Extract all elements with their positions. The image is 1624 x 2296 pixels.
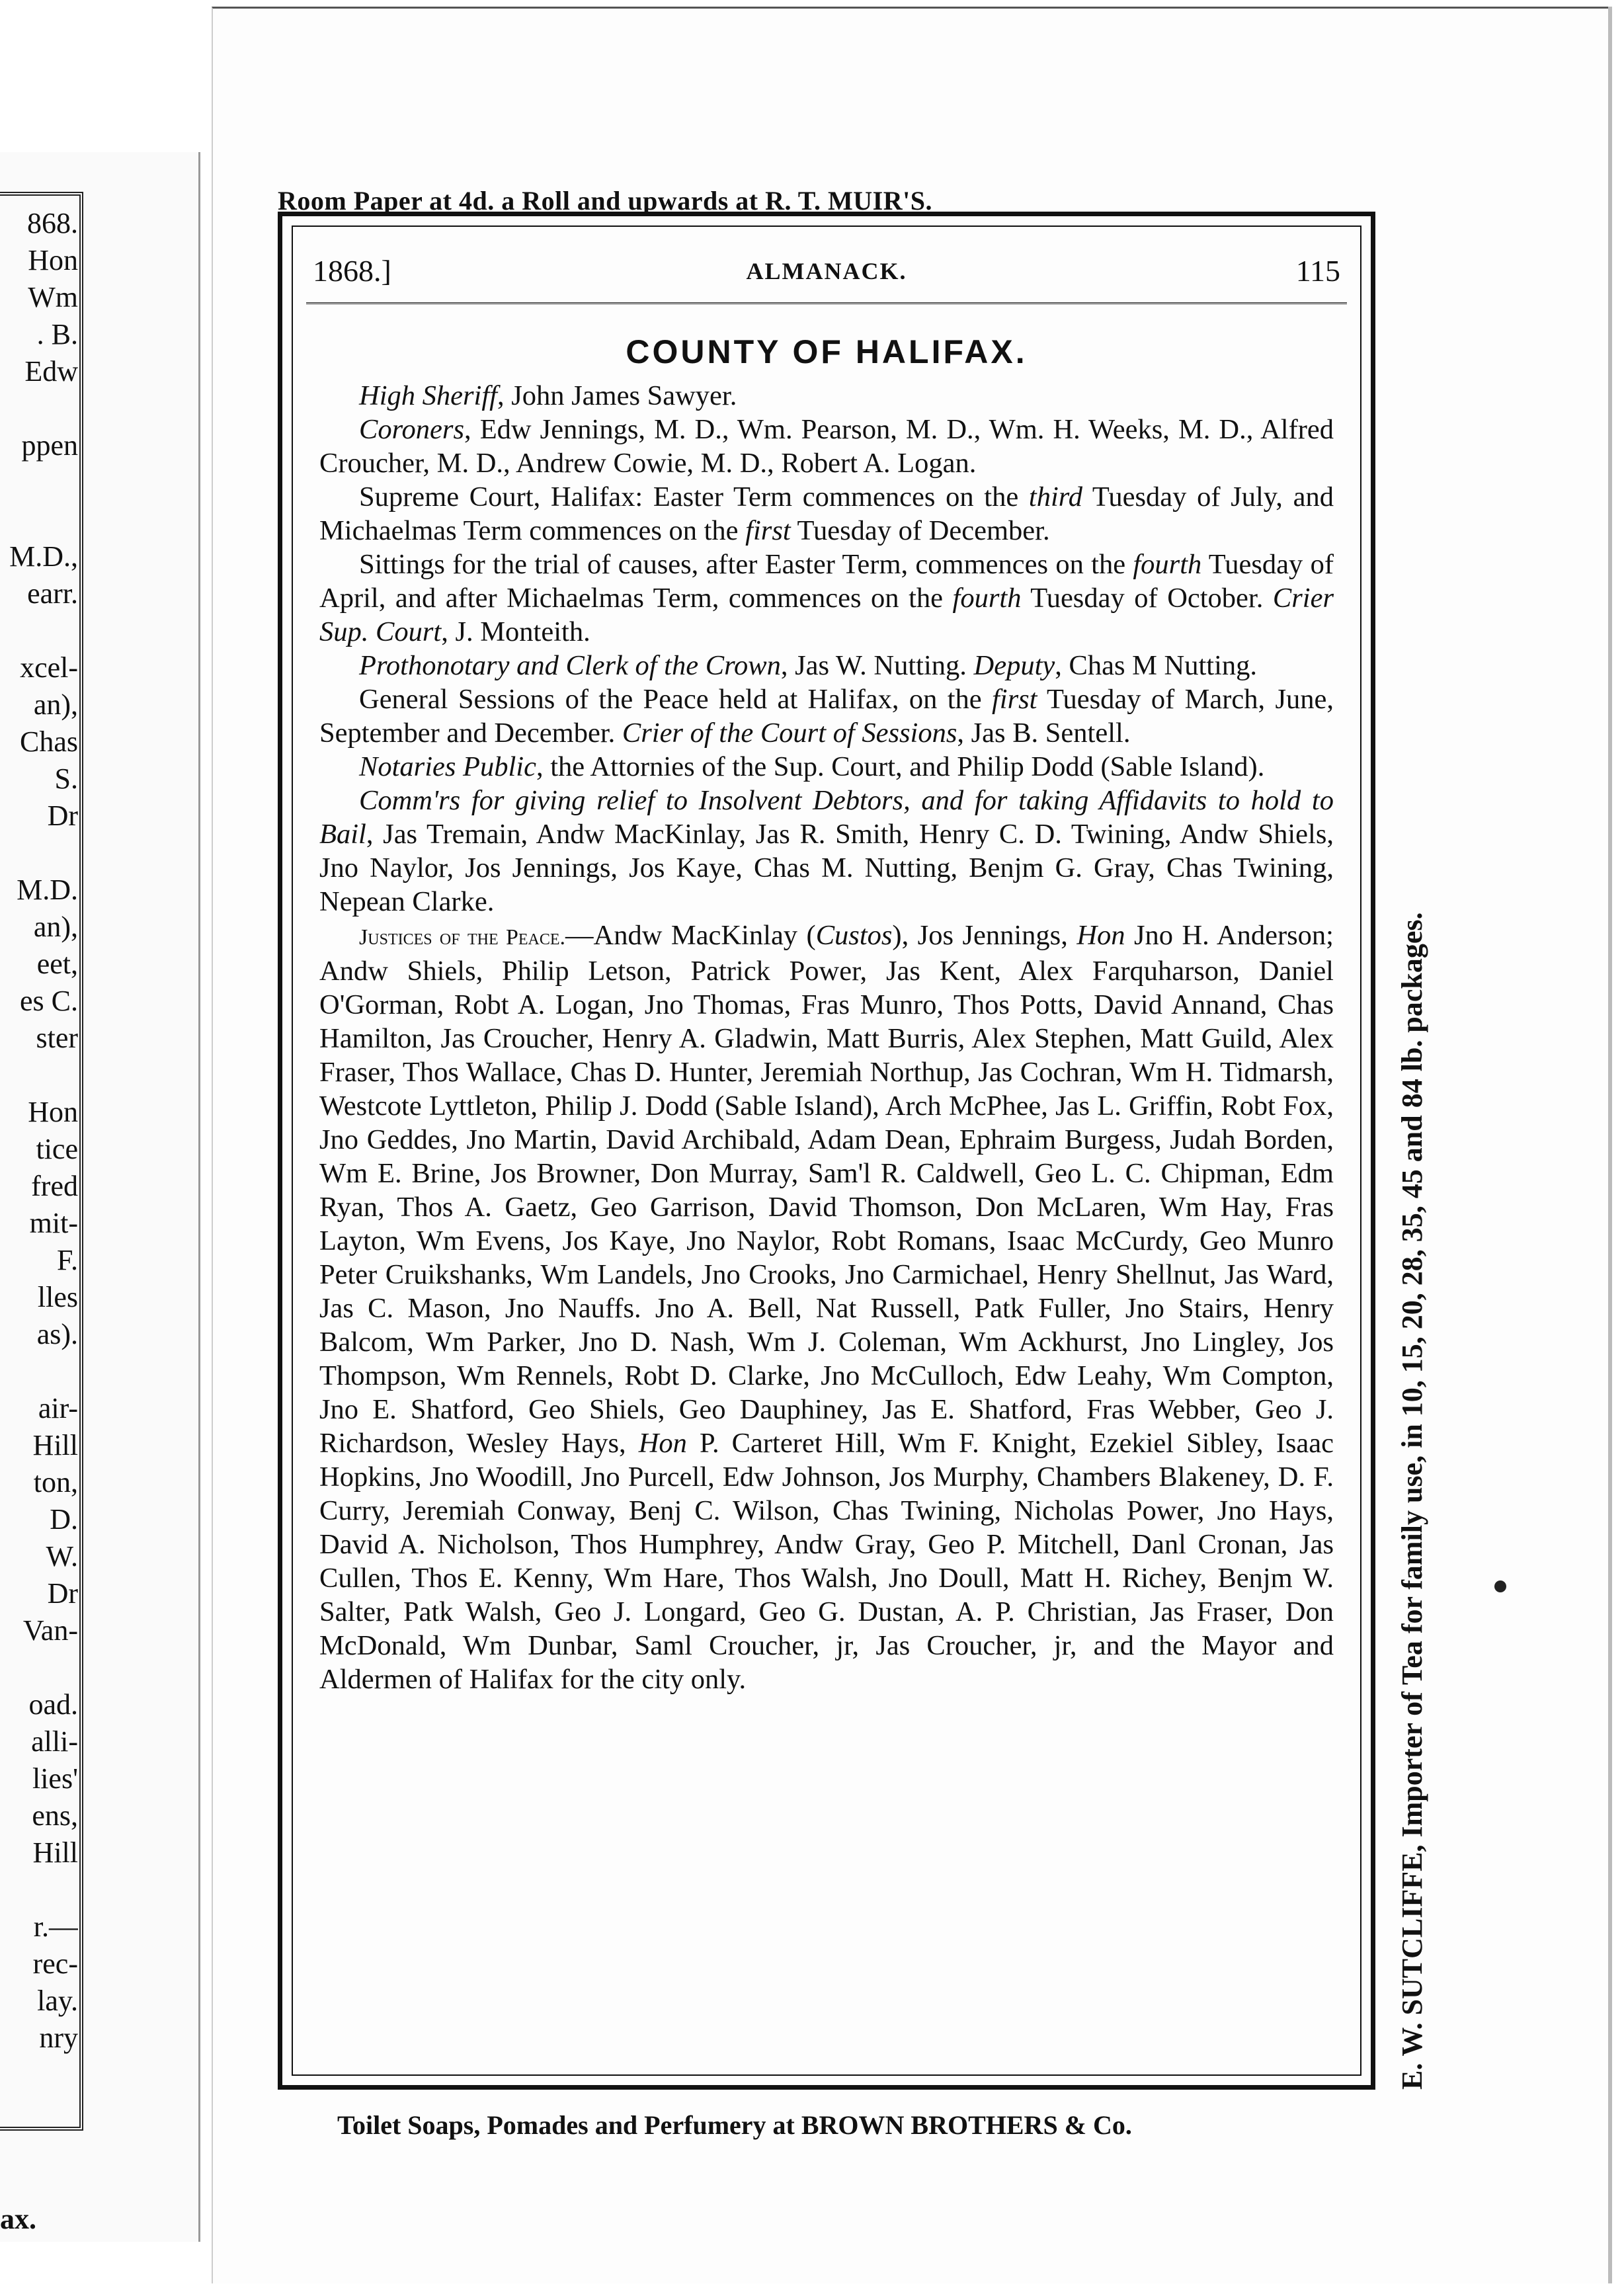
left-page-line: ton,: [33, 1466, 78, 1498]
left-page-line: xcel-: [20, 651, 78, 684]
text-supreme-d: first: [745, 515, 791, 546]
left-page-line: es C.: [20, 985, 78, 1017]
text-sessions-a: General Sessions of the Peace held at Halifax, on the: [359, 684, 992, 715]
text-commrs-a: Comm'rs for giving relief to Insolvent Debtors, and for taking Affidavits to hold to Bail: [319, 785, 1334, 850]
text-sittings-d: fourth: [952, 583, 1022, 614]
text-justices-e: Hon: [1076, 920, 1125, 951]
text-sittings-a: Sittings for the trial of causes, after Easter Term, commences on the: [359, 549, 1133, 580]
page-number: 115: [1295, 254, 1340, 288]
left-page-line: as).: [36, 1318, 78, 1350]
left-page-line: [0, 390, 78, 427]
label-sheriff: High Sheriff: [359, 380, 497, 411]
left-page-line: lies': [32, 1762, 78, 1795]
left-page-line: mit-: [29, 1207, 78, 1239]
body-text: [319, 379, 1334, 1696]
left-page-line: . B.: [36, 318, 78, 350]
text-proth-a: Prothonotary and Clerk of the Crown: [359, 650, 781, 681]
left-page-line: ens,: [32, 1799, 78, 1832]
left-page-line: r.—: [33, 1910, 78, 1943]
paragraph-justices: [319, 919, 1334, 1696]
text-justices-c: Custos: [815, 920, 893, 951]
left-page-line: [0, 1871, 78, 1908]
paragraph-coroners: [319, 413, 1334, 480]
text-justices-b: —Andw MacKinlay (: [565, 920, 816, 951]
left-page-line: tice: [36, 1133, 78, 1165]
text-sittings-c: Tuesday of April, and after Michaelmas Term, commences on the: [319, 549, 1334, 614]
left-page-line: an),: [33, 911, 78, 943]
text-notaries-b: , the Attornies of the Sup. Court, and Philip Dodd (Sable Island).: [536, 751, 1265, 782]
left-page-line: 868.: [27, 207, 78, 239]
left-page-line: F.: [57, 1244, 78, 1276]
text-proth-c: Deputy: [973, 650, 1055, 681]
left-page-line: Hon: [28, 1096, 78, 1128]
ink-dot: [1494, 1580, 1506, 1592]
left-page-line: M.D.: [17, 874, 78, 906]
left-page-line: earr.: [27, 577, 78, 610]
text-commrs-b: , Jas Tremain, Andw MacKinlay, Jas R. Smith, Henry C. D. Twining, Andw Shiels, Jno Naylor, Jos Jennings, Jos Kaye, Chas M. Nutting, Benjm G. Gray, Chas Twining, Nepean Clarke.: [319, 819, 1334, 917]
left-page-line: an),: [33, 688, 78, 721]
page-frame: [278, 212, 1375, 2090]
paragraph-sessions: [319, 682, 1334, 750]
paragraph-prothonotary: [319, 649, 1334, 682]
left-page-line: Hon: [28, 244, 78, 276]
text-supreme-e: Tuesday of December.: [790, 515, 1050, 546]
left-page-line: W.: [46, 1540, 78, 1573]
text-coroners: , Edw Jennings, M. D., Wm. Pearson, M. D., Wm. H. Weeks, M. D., Alfred Croucher, M. D., Andrew Cowie, M. D., Robert A. Logan.: [319, 414, 1334, 479]
text-justices-d: ), Jos Jennings,: [892, 920, 1077, 951]
left-page-line: [0, 464, 78, 501]
left-page-line: Edw: [24, 355, 78, 388]
left-page-line: M.D.,: [9, 540, 78, 573]
text-sessions-d: Crier of the Court of Sessions: [622, 718, 957, 749]
text-justices-h: P. Carteret Hill, Wm F. Knight, Ezekiel Sibley, Isaac Hopkins, Jno Woodill, Jno Purcell, Edw Johnson, Jos Murphy, Chambers Blakeney, D. F. Curry, Jeremiah Conway, Benj C. Wilson, Chas Twining, Nicholas Power, Jno Hays, David A. Nicholson, Thos Humphrey, Andw Gray, Geo P. Mitchell, Danl Cronan, Jas Cullen, Thos E. Kenny, Wm Hare, Thos Walsh, Jno Doull, Matt H. Richey, Benjm W. Salter, Patk Walsh, Geo J. Longard, Geo G. Dustan, A. P. Christian, Jas Fraser, Don McDonald, Wm Dunbar, Saml Croucher, jr, Jas Croucher, jr, and the Mayor and Aldermen of Halifax for the city only.: [319, 1428, 1334, 1695]
left-page-line: D.: [50, 1503, 78, 1536]
text-proth-b: , Jas W. Nutting.: [780, 650, 974, 681]
left-page-line: [0, 501, 78, 538]
left-page-line: oad.: [28, 1688, 78, 1721]
text-sittings-b: fourth: [1133, 549, 1202, 580]
left-page-text: [0, 205, 78, 2057]
left-page-line: Dr: [47, 1577, 78, 1610]
left-page-line: Dr: [47, 800, 78, 832]
left-page-line: ster: [36, 1022, 78, 1054]
text-notaries-a: Notaries Public: [359, 751, 536, 782]
side-advertisement: E. W. SUTCLIFFE, Importer of Tea for family use, in 10, 15, 20, 28, 35, 45 and 84 lb. packages.: [1396, 912, 1428, 2090]
left-page-fragment: [0, 152, 200, 2242]
paragraph-sittings: [319, 548, 1334, 649]
left-page-line: fred: [31, 1170, 78, 1202]
left-page-line: eet,: [36, 948, 78, 980]
left-page-line: nry: [39, 2022, 78, 2054]
left-page-footer: ax.: [0, 2203, 36, 2235]
running-header: [306, 253, 1347, 293]
text-proth-d: , Chas M Nutting.: [1055, 650, 1258, 681]
text-sheriff: , John James Sawyer.: [497, 380, 737, 411]
header-rule: [306, 302, 1347, 304]
text-sittings-g: , J. Monteith.: [441, 616, 590, 647]
text-supreme-b: third: [1028, 481, 1082, 512]
header-title: ALMANACK.: [746, 258, 907, 284]
paragraph-sheriff: [319, 379, 1334, 413]
paragraph-supreme-court: [319, 480, 1334, 548]
left-page-line: air-: [38, 1392, 78, 1424]
left-page-line: S.: [54, 762, 78, 795]
left-page-line: lles: [37, 1281, 78, 1313]
text-supreme-a: Supreme Court, Halifax: Easter Term commences on the: [359, 481, 1029, 512]
left-page-line: [0, 835, 78, 872]
left-page-line: Van-: [22, 1614, 78, 1647]
left-page-line: [0, 1649, 78, 1686]
left-page-line: ppen: [21, 429, 78, 462]
top-advertisement: Room Paper at 4d. a Roll and upwards at R. T. MUIR'S.: [278, 186, 932, 216]
left-page-line: rec-: [32, 1948, 78, 1980]
text-sessions-c: Tuesday of March, June, September and December.: [319, 684, 1334, 749]
section-heading: COUNTY OF HALIFAX.: [626, 333, 1028, 370]
left-page-line: Wm: [28, 281, 78, 313]
left-page-line: Chas: [20, 725, 78, 758]
text-justices-f: Jno H. Anderson; Andw Shiels, Philip Letson, Patrick Power, Jas Kent, Alex Farquharson, Daniel O'Gorman, Robt A. Logan, Jno Thomas, Fras Munro, Thos Potts, David Annand, Chas Hamilton, Jas Croucher, Henry A. Gladwin, Matt Burris, Alex Stephen, Matt Guild, Alex Fraser, Thos Wallace, Chas D. Hunter, Jeremiah Northup, Jas Cochran, Wm H. Tidmarsh, Westcote Lyttleton, Philip J. Dodd (Sable Island), Arch McPhee, Jas L. Griffin, Robt Fox, Jno Geddes, Jno Martin, David Archibald, Adam Dean, Ephraim Burgess, Judah Borden, Wm E. Brine, Jos Browner, Don Murray, Sam'l R. Caldwell, Geo L. C. Chipman, Edm Ryan, Thos A. Gaetz, Geo Garrison, David Thomson, Don McLaren, Wm Hay, Fras Layton, Wm Evens, Jos Kaye, Jno Naylor, Robt Romans, Isaac McCurdy, Geo Munro Peter Cruikshanks, Wm Landels, Jno Crooks, Jno Carmichael, Henry Shellnut, Jas Ward, Jas C. Mason, Jno Nauffs. Jno A. Bell, Nat Russell, Patk Fuller, Jno Stairs, Henry Balcom, Wm Parker, Jno D. Nash, Wm J. Coleman, Wm Ackhurst, Jno Lingley, Jos Thompson, Wm Rennels, Robt D. Clarke, Jno McCulloch, Edw Leahy, Wm Compton, Jno E. Shatford, Geo Shiels, Geo Dauphiney, Jas E. Shatford, Fras Webber, Geo J. Richardson, Wesley Hays,: [319, 920, 1334, 1459]
left-page-line: Hill: [32, 1836, 78, 1869]
text-justices-a: Justices of the Peace.: [359, 925, 566, 950]
left-page-line: Hill: [32, 1429, 78, 1461]
text-sittings-f: Crier Sup. Court: [319, 583, 1334, 647]
text-justices-g: Hon: [638, 1428, 687, 1459]
text-supreme-c: Tuesday of July, and Michaelmas Term commences on the: [319, 481, 1334, 546]
left-page-line: lay.: [37, 1985, 78, 2017]
inner-frame: [292, 226, 1361, 2076]
paragraph-notaries: [319, 750, 1334, 784]
bottom-advertisement: Toilet Soaps, Pomades and Perfumery at BROWN BROTHERS & Co.: [337, 2110, 1132, 2140]
left-page-line: [0, 1353, 78, 1390]
text-sessions-b: first: [991, 684, 1037, 715]
paragraph-commissioners: [319, 784, 1334, 919]
text-sittings-e: Tuesday of October.: [1021, 583, 1273, 614]
label-coroners: Coroners: [359, 414, 465, 445]
left-page-line: [0, 1057, 78, 1094]
header-year: 1868.]: [313, 254, 391, 288]
left-page-line: alli-: [31, 1725, 78, 1758]
text-sessions-e: , Jas B. Sentell.: [957, 718, 1131, 749]
left-page-line: [0, 612, 78, 649]
